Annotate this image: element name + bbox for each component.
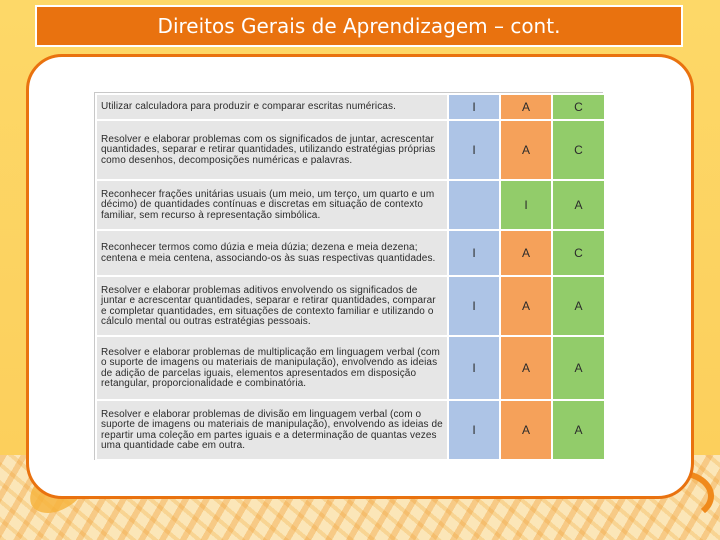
table-row	[96, 94, 605, 120]
row-text: Reconhecer frações unitárias usuais (um meio, um terço, um quarto e um décimo) de quantidades contínuas e discretas em situação de contexto familiar, sem recurso à representação simbólica.	[96, 180, 448, 230]
level-c-cell: C	[552, 230, 605, 276]
row-text: Resolver e elaborar problemas de multiplicação em linguagem verbal (com o suporte de imagens ou materiais de manipulação), envolvendo as ideias de adição de parcelas iguais, elementos apresentados em disposição retangular, proporcionalidade e combinatória.	[96, 336, 448, 400]
level-c-cell: A	[552, 336, 605, 400]
level-i-cell: I	[448, 400, 500, 460]
level-i-cell: I	[448, 230, 500, 276]
level-i-cell: I	[448, 94, 500, 120]
level-c-cell: A	[552, 180, 605, 230]
table-row	[96, 276, 605, 336]
level-a-cell: A	[500, 400, 552, 460]
rights-table	[94, 92, 603, 460]
row-text: Resolver e elaborar problemas com os significados de juntar, acrescentar quantidades, separar e retirar quantidades, utilizando estratégias próprias como desenhos, decomposições numéricas e palavras.	[96, 120, 448, 180]
rights-table-grid	[95, 93, 606, 461]
level-a-cell: A	[500, 336, 552, 400]
level-a-cell: A	[500, 120, 552, 180]
level-a-cell: A	[500, 276, 552, 336]
page-title: Direitos Gerais de Aprendizagem – cont.	[157, 14, 561, 38]
level-c-cell: C	[552, 94, 605, 120]
level-a-cell: I	[500, 180, 552, 230]
level-a-cell: A	[500, 94, 552, 120]
title-banner	[35, 5, 683, 47]
row-text: Resolver e elaborar problemas de divisão em linguagem verbal (com o suporte de imagens ou materiais de manipulação), envolvendo as ideias de repartir uma coleção em partes iguais e a determinação de quantas vezes uma quantidade cabe em outra.	[96, 400, 448, 460]
level-i-cell: I	[448, 276, 500, 336]
level-a-cell: A	[500, 230, 552, 276]
row-text: Resolver e elaborar problemas aditivos envolvendo os significados de juntar e acrescentar quantidades, separar e retirar quantidades, comparar e completar quantidades, em situações de contexto familiar e utilizando o cálculo mental ou outras estratégias pessoais.	[96, 276, 448, 336]
level-c-cell: A	[552, 276, 605, 336]
level-i-cell	[448, 180, 500, 230]
level-c-cell: C	[552, 120, 605, 180]
level-c-cell: A	[552, 400, 605, 460]
table-row	[96, 336, 605, 400]
level-i-cell: I	[448, 120, 500, 180]
level-i-cell: I	[448, 336, 500, 400]
table-row	[96, 180, 605, 230]
row-text: Utilizar calculadora para produzir e comparar escritas numéricas.	[96, 94, 448, 120]
table-row	[96, 400, 605, 460]
table-row	[96, 230, 605, 276]
row-text: Reconhecer termos como dúzia e meia dúzia; dezena e meia dezena; centena e meia centena, associando-os às suas respectivas quantidades.	[96, 230, 448, 276]
table-row	[96, 120, 605, 180]
